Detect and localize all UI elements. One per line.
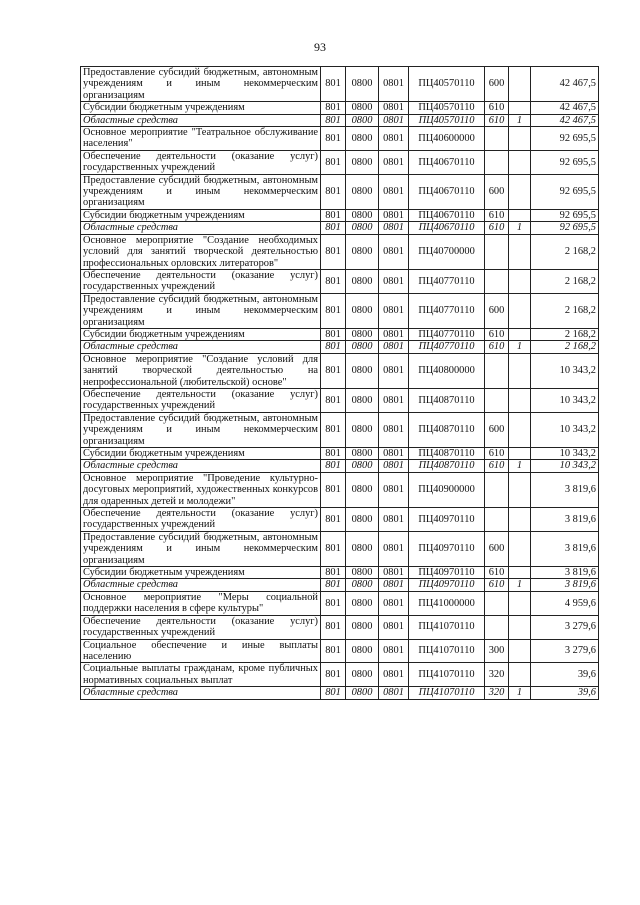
page-number: 93 xyxy=(314,40,326,54)
funding-source-code xyxy=(509,328,531,340)
subsection-code: 0801 xyxy=(379,615,409,639)
expense-type-code xyxy=(485,269,509,293)
row-name: Предоставление субсидий бюджетным, автономным учреждениям и иным некоммерческим организациям xyxy=(81,67,321,102)
section-code: 0800 xyxy=(346,209,379,221)
ministry-code: 801 xyxy=(321,663,346,687)
table-row xyxy=(81,687,599,699)
expense-type-code: 610 xyxy=(485,567,509,579)
row-name: Основное мероприятие "Театральное обслуживание населения" xyxy=(81,127,321,151)
subsection-code: 0801 xyxy=(379,293,409,328)
subsection-code: 0801 xyxy=(379,412,409,447)
ministry-code: 801 xyxy=(321,615,346,639)
expense-type-code xyxy=(485,591,509,615)
table-row xyxy=(81,353,599,388)
expense-type-code: 610 xyxy=(485,209,509,221)
row-name: Социальное обеспечение и иные выплаты населению xyxy=(81,639,321,663)
amount: 2 168,2 xyxy=(531,269,599,293)
section-code: 0800 xyxy=(346,508,379,532)
target-article-code: ПЦ40870110 xyxy=(409,412,485,447)
ministry-code: 801 xyxy=(321,579,346,591)
funding-source-code xyxy=(509,591,531,615)
amount: 4 959,6 xyxy=(531,591,599,615)
expense-type-code xyxy=(485,615,509,639)
amount: 39,6 xyxy=(531,663,599,687)
amount: 39,6 xyxy=(531,687,599,699)
expense-type-code: 600 xyxy=(485,174,509,209)
table-row xyxy=(81,341,599,353)
table-row xyxy=(81,591,599,615)
expense-type-code xyxy=(485,388,509,412)
table-row xyxy=(81,615,599,639)
subsection-code: 0801 xyxy=(379,353,409,388)
expense-type-code: 600 xyxy=(485,412,509,447)
expense-type-code: 600 xyxy=(485,293,509,328)
row-name: Обеспечение деятельности (оказание услуг) государственных учреждений xyxy=(81,388,321,412)
table-row xyxy=(81,293,599,328)
row-name: Основное мероприятие "Проведение культурно-досуговых мероприятий, художественных конкурсов для одаренных детей и молодежи" xyxy=(81,472,321,507)
row-name: Областные средства xyxy=(81,341,321,353)
ministry-code: 801 xyxy=(321,448,346,460)
table-row xyxy=(81,328,599,340)
subsection-code: 0801 xyxy=(379,174,409,209)
subsection-code: 0801 xyxy=(379,567,409,579)
ministry-code: 801 xyxy=(321,328,346,340)
amount: 3 279,6 xyxy=(531,639,599,663)
row-name: Субсидии бюджетным учреждениям xyxy=(81,328,321,340)
funding-source-code xyxy=(509,269,531,293)
expense-type-code xyxy=(485,234,509,269)
row-name: Областные средства xyxy=(81,687,321,699)
row-name: Обеспечение деятельности (оказание услуг) государственных учреждений xyxy=(81,269,321,293)
ministry-code: 801 xyxy=(321,412,346,447)
section-code: 0800 xyxy=(346,67,379,102)
funding-source-code xyxy=(509,508,531,532)
table-row xyxy=(81,412,599,447)
section-code: 0800 xyxy=(346,127,379,151)
row-name: Областные средства xyxy=(81,460,321,472)
subsection-code: 0801 xyxy=(379,209,409,221)
expense-type-code xyxy=(485,508,509,532)
table-row xyxy=(81,269,599,293)
target-article-code: ПЦ40700000 xyxy=(409,234,485,269)
funding-source-code xyxy=(509,567,531,579)
ministry-code: 801 xyxy=(321,127,346,151)
funding-source-code xyxy=(509,531,531,566)
table-row xyxy=(81,460,599,472)
ministry-code: 801 xyxy=(321,460,346,472)
amount: 92 695,5 xyxy=(531,222,599,234)
target-article-code: ПЦ40970110 xyxy=(409,567,485,579)
section-code: 0800 xyxy=(346,639,379,663)
funding-source-code: 1 xyxy=(509,460,531,472)
table-row xyxy=(81,222,599,234)
amount: 10 343,2 xyxy=(531,388,599,412)
funding-source-code xyxy=(509,639,531,663)
expense-type-code: 610 xyxy=(485,341,509,353)
table-row xyxy=(81,579,599,591)
target-article-code: ПЦ40670110 xyxy=(409,150,485,174)
row-name: Обеспечение деятельности (оказание услуг) государственных учреждений xyxy=(81,615,321,639)
ministry-code: 801 xyxy=(321,341,346,353)
table-row xyxy=(81,114,599,126)
target-article-code: ПЦ40770110 xyxy=(409,293,485,328)
expense-type-code xyxy=(485,472,509,507)
funding-source-code xyxy=(509,615,531,639)
table-row xyxy=(81,388,599,412)
funding-source-code xyxy=(509,448,531,460)
amount: 92 695,5 xyxy=(531,127,599,151)
amount: 92 695,5 xyxy=(531,174,599,209)
funding-source-code: 1 xyxy=(509,341,531,353)
subsection-code: 0801 xyxy=(379,531,409,566)
expense-type-code: 610 xyxy=(485,328,509,340)
target-article-code: ПЦ41070110 xyxy=(409,663,485,687)
funding-source-code xyxy=(509,67,531,102)
ministry-code: 801 xyxy=(321,388,346,412)
section-code: 0800 xyxy=(346,102,379,114)
section-code: 0800 xyxy=(346,222,379,234)
ministry-code: 801 xyxy=(321,472,346,507)
target-article-code: ПЦ41070110 xyxy=(409,615,485,639)
section-code: 0800 xyxy=(346,341,379,353)
row-name: Основное мероприятие "Меры социальной поддержки населения в сфере культуры" xyxy=(81,591,321,615)
target-article-code: ПЦ40670110 xyxy=(409,174,485,209)
target-article-code: ПЦ40670110 xyxy=(409,222,485,234)
table-row xyxy=(81,639,599,663)
ministry-code: 801 xyxy=(321,687,346,699)
section-code: 0800 xyxy=(346,293,379,328)
section-code: 0800 xyxy=(346,687,379,699)
funding-source-code xyxy=(509,663,531,687)
row-name: Предоставление субсидий бюджетным, автономным учреждениям и иным некоммерческим организациям xyxy=(81,412,321,447)
ministry-code: 801 xyxy=(321,639,346,663)
table-row xyxy=(81,150,599,174)
table-row xyxy=(81,472,599,507)
funding-source-code xyxy=(509,127,531,151)
amount: 3 279,6 xyxy=(531,615,599,639)
ministry-code: 801 xyxy=(321,531,346,566)
subsection-code: 0801 xyxy=(379,639,409,663)
table-row xyxy=(81,448,599,460)
expense-type-code xyxy=(485,127,509,151)
target-article-code: ПЦ40970110 xyxy=(409,579,485,591)
section-code: 0800 xyxy=(346,591,379,615)
expense-type-code xyxy=(485,150,509,174)
table-row xyxy=(81,209,599,221)
funding-source-code xyxy=(509,293,531,328)
section-code: 0800 xyxy=(346,615,379,639)
target-article-code: ПЦ40570110 xyxy=(409,114,485,126)
ministry-code: 801 xyxy=(321,67,346,102)
expense-type-code: 610 xyxy=(485,448,509,460)
section-code: 0800 xyxy=(346,269,379,293)
subsection-code: 0801 xyxy=(379,460,409,472)
section-code: 0800 xyxy=(346,150,379,174)
amount: 3 819,6 xyxy=(531,472,599,507)
funding-source-code xyxy=(509,150,531,174)
expense-type-code: 600 xyxy=(485,67,509,102)
ministry-code: 801 xyxy=(321,150,346,174)
expense-type-code: 610 xyxy=(485,102,509,114)
row-name: Предоставление субсидий бюджетным, автономным учреждениям и иным некоммерческим организациям xyxy=(81,174,321,209)
table-row xyxy=(81,127,599,151)
target-article-code: ПЦ40670110 xyxy=(409,209,485,221)
funding-source-code: 1 xyxy=(509,579,531,591)
ministry-code: 801 xyxy=(321,567,346,579)
section-code: 0800 xyxy=(346,472,379,507)
amount: 3 819,6 xyxy=(531,531,599,566)
funding-source-code xyxy=(509,388,531,412)
amount: 10 343,2 xyxy=(531,353,599,388)
section-code: 0800 xyxy=(346,388,379,412)
subsection-code: 0801 xyxy=(379,127,409,151)
expense-type-code xyxy=(485,353,509,388)
row-name: Областные средства xyxy=(81,222,321,234)
amount: 10 343,2 xyxy=(531,460,599,472)
section-code: 0800 xyxy=(346,531,379,566)
subsection-code: 0801 xyxy=(379,328,409,340)
section-code: 0800 xyxy=(346,234,379,269)
funding-source-code: 1 xyxy=(509,114,531,126)
subsection-code: 0801 xyxy=(379,67,409,102)
funding-source-code xyxy=(509,353,531,388)
table-row xyxy=(81,67,599,102)
ministry-code: 801 xyxy=(321,591,346,615)
subsection-code: 0801 xyxy=(379,687,409,699)
target-article-code: ПЦ40870110 xyxy=(409,460,485,472)
amount: 2 168,2 xyxy=(531,293,599,328)
subsection-code: 0801 xyxy=(379,448,409,460)
section-code: 0800 xyxy=(346,174,379,209)
amount: 3 819,6 xyxy=(531,567,599,579)
subsection-code: 0801 xyxy=(379,591,409,615)
funding-source-code xyxy=(509,472,531,507)
target-article-code: ПЦ40570110 xyxy=(409,67,485,102)
funding-source-code: 1 xyxy=(509,222,531,234)
amount: 2 168,2 xyxy=(531,328,599,340)
subsection-code: 0801 xyxy=(379,269,409,293)
funding-source-code xyxy=(509,209,531,221)
target-article-code: ПЦ41000000 xyxy=(409,591,485,615)
row-name: Социальные выплаты гражданам, кроме публичных нормативных социальных выплат xyxy=(81,663,321,687)
section-code: 0800 xyxy=(346,663,379,687)
expense-type-code: 320 xyxy=(485,663,509,687)
row-name: Субсидии бюджетным учреждениям xyxy=(81,102,321,114)
amount: 3 819,6 xyxy=(531,508,599,532)
table-row xyxy=(81,102,599,114)
ministry-code: 801 xyxy=(321,269,346,293)
target-article-code: ПЦ40800000 xyxy=(409,353,485,388)
subsection-code: 0801 xyxy=(379,579,409,591)
row-name: Основное мероприятие "Создание необходимых условий для занятий творческой деятельностью профессиональных орловских литераторов" xyxy=(81,234,321,269)
target-article-code: ПЦ40600000 xyxy=(409,127,485,151)
ministry-code: 801 xyxy=(321,114,346,126)
target-article-code: ПЦ40900000 xyxy=(409,472,485,507)
expense-type-code: 610 xyxy=(485,222,509,234)
subsection-code: 0801 xyxy=(379,222,409,234)
ministry-code: 801 xyxy=(321,234,346,269)
target-article-code: ПЦ40770110 xyxy=(409,328,485,340)
amount: 10 343,2 xyxy=(531,412,599,447)
ministry-code: 801 xyxy=(321,209,346,221)
amount: 92 695,5 xyxy=(531,209,599,221)
table-row xyxy=(81,508,599,532)
ministry-code: 801 xyxy=(321,353,346,388)
amount: 3 819,6 xyxy=(531,579,599,591)
target-article-code: ПЦ40870110 xyxy=(409,448,485,460)
subsection-code: 0801 xyxy=(379,102,409,114)
section-code: 0800 xyxy=(346,567,379,579)
section-code: 0800 xyxy=(346,579,379,591)
funding-source-code xyxy=(509,102,531,114)
row-name: Предоставление субсидий бюджетным, автономным учреждениям и иным некоммерческим организациям xyxy=(81,293,321,328)
section-code: 0800 xyxy=(346,448,379,460)
target-article-code: ПЦ41070110 xyxy=(409,639,485,663)
subsection-code: 0801 xyxy=(379,388,409,412)
row-name: Областные средства xyxy=(81,579,321,591)
table-row xyxy=(81,567,599,579)
row-name: Основное мероприятие "Создание условий для занятий творческой деятельностью на непрофессиональной (любительской) основе" xyxy=(81,353,321,388)
table-row xyxy=(81,531,599,566)
funding-source-code xyxy=(509,174,531,209)
subsection-code: 0801 xyxy=(379,472,409,507)
row-name: Субсидии бюджетным учреждениям xyxy=(81,209,321,221)
budget-table xyxy=(80,66,599,700)
target-article-code: ПЦ40970110 xyxy=(409,508,485,532)
target-article-code: ПЦ40970110 xyxy=(409,531,485,566)
table-row xyxy=(81,234,599,269)
section-code: 0800 xyxy=(346,328,379,340)
expense-type-code: 610 xyxy=(485,114,509,126)
amount: 42 467,5 xyxy=(531,114,599,126)
amount: 2 168,2 xyxy=(531,234,599,269)
expense-type-code: 300 xyxy=(485,639,509,663)
ministry-code: 801 xyxy=(321,508,346,532)
funding-source-code: 1 xyxy=(509,687,531,699)
target-article-code: ПЦ40770110 xyxy=(409,341,485,353)
subsection-code: 0801 xyxy=(379,150,409,174)
amount: 42 467,5 xyxy=(531,102,599,114)
target-article-code: ПЦ40870110 xyxy=(409,388,485,412)
expense-type-code: 610 xyxy=(485,460,509,472)
expense-type-code: 610 xyxy=(485,579,509,591)
target-article-code: ПЦ40570110 xyxy=(409,102,485,114)
section-code: 0800 xyxy=(346,412,379,447)
amount: 92 695,5 xyxy=(531,150,599,174)
amount: 2 168,2 xyxy=(531,341,599,353)
section-code: 0800 xyxy=(346,460,379,472)
subsection-code: 0801 xyxy=(379,234,409,269)
ministry-code: 801 xyxy=(321,222,346,234)
row-name: Обеспечение деятельности (оказание услуг) государственных учреждений xyxy=(81,508,321,532)
ministry-code: 801 xyxy=(321,102,346,114)
row-name: Областные средства xyxy=(81,114,321,126)
target-article-code: ПЦ41070110 xyxy=(409,687,485,699)
row-name: Субсидии бюджетным учреждениям xyxy=(81,448,321,460)
ministry-code: 801 xyxy=(321,174,346,209)
ministry-code: 801 xyxy=(321,293,346,328)
target-article-code: ПЦ40770110 xyxy=(409,269,485,293)
section-code: 0800 xyxy=(346,353,379,388)
section-code: 0800 xyxy=(346,114,379,126)
subsection-code: 0801 xyxy=(379,663,409,687)
table-row xyxy=(81,174,599,209)
subsection-code: 0801 xyxy=(379,114,409,126)
amount: 42 467,5 xyxy=(531,67,599,102)
expense-type-code: 320 xyxy=(485,687,509,699)
row-name: Субсидии бюджетным учреждениям xyxy=(81,567,321,579)
table-row xyxy=(81,663,599,687)
row-name: Обеспечение деятельности (оказание услуг) государственных учреждений xyxy=(81,150,321,174)
expense-type-code: 600 xyxy=(485,531,509,566)
funding-source-code xyxy=(509,234,531,269)
amount: 10 343,2 xyxy=(531,448,599,460)
subsection-code: 0801 xyxy=(379,508,409,532)
funding-source-code xyxy=(509,412,531,447)
subsection-code: 0801 xyxy=(379,341,409,353)
row-name: Предоставление субсидий бюджетным, автономным учреждениям и иным некоммерческим организациям xyxy=(81,531,321,566)
